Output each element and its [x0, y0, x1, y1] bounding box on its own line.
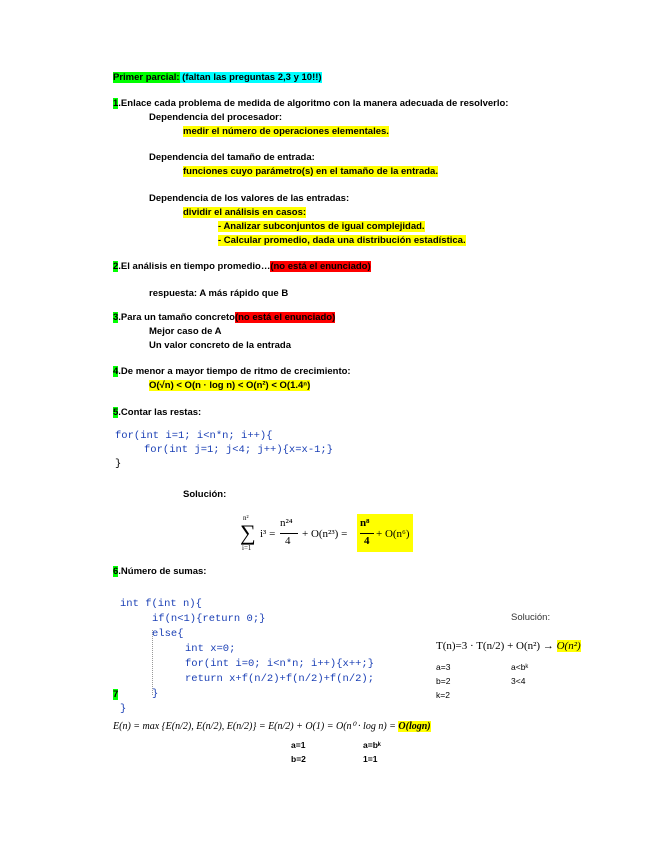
frac1-num: n²⁴ [280, 517, 293, 529]
frac2-den: 4 [364, 535, 370, 547]
q7-answer: O(logn) [398, 721, 431, 732]
frac2-bar [360, 533, 374, 534]
q3-line2: Un valor concreto de la entrada [149, 340, 292, 351]
q2-number: 2 [113, 261, 119, 272]
q2-text: .El análisis en tiempo promedio… [118, 261, 271, 272]
q4-title [113, 366, 351, 377]
q5-number: 5 [113, 407, 119, 418]
q6-recurrence [436, 640, 581, 652]
q2-flag: (no está el enunciado) [270, 261, 371, 272]
q6-code-line1: int f(int n){ [120, 598, 202, 610]
q1-c-answer: dividir el análisis en casos: [183, 207, 307, 218]
frac1-bar [280, 533, 298, 534]
q6-compare2: 3<4 [511, 676, 526, 686]
q1-text: .Enlace cada problema de medida de algoritmo con la manera adecuada de resolverlo: [118, 98, 509, 109]
q2-answer: respuesta: A más rápido que B [149, 288, 289, 299]
q6-solution-label: Solución: [511, 612, 551, 623]
q3-line1: Mejor caso de A [149, 326, 222, 337]
q1-c-sub2: - Calcular promedio, dada una distribución estadística. [218, 235, 466, 246]
q1-b-label: Dependencia del tamaño de entrada: [149, 152, 315, 163]
q6-code-line4: int x=0; [185, 643, 236, 655]
formula-tail: + O(n⁶) [376, 528, 410, 540]
q7-a: a=1 [291, 740, 306, 750]
q6-code-line5: for(int i=0; i<n*n; i++){x++;} [185, 658, 375, 670]
q5-text: .Contar las restas: [118, 407, 202, 418]
frac1-den: 4 [285, 535, 291, 547]
q7-b: b=2 [291, 754, 306, 764]
q1-number: 1 [113, 98, 119, 109]
q5-code-line1: for(int i=1; i<n*n; i++){ [115, 430, 273, 442]
q6-b: b=2 [436, 676, 451, 686]
q7-number-marker [113, 689, 118, 700]
q6-rec-answer: O(n²) [556, 640, 581, 652]
q6-k: k=2 [436, 690, 450, 700]
q7-number: 7 [113, 689, 119, 700]
q5-code-line2: for(int j=1; j<4; j++){x=x-1;} [144, 444, 334, 456]
title-part2: (faltan las preguntas 2,3 y 10!!) [179, 72, 322, 83]
q1-a-answer: medir el número de operaciones elementales. [183, 126, 389, 137]
q4-text: .De menor a mayor tiempo de ritmo de crecimiento: [118, 366, 351, 377]
q3-flag: (no está el enunciado) [234, 312, 336, 323]
q6-title [113, 566, 206, 577]
q6-a: a=3 [436, 662, 451, 672]
q6-code-line2: if(n<1){return 0;} [152, 613, 266, 625]
q5-title [113, 407, 201, 418]
q6-code-line8: } [120, 703, 127, 715]
q6-code-line3: else{ [152, 628, 184, 640]
q6-text: .Número de sumas: [118, 566, 207, 577]
frac2-num: n⁸ [360, 517, 370, 529]
formula-mid: + O(n²³) = [302, 528, 348, 540]
q4-number: 4 [113, 366, 119, 377]
q6-code-line7: } [152, 688, 159, 700]
q7-one: 1=1 [363, 754, 378, 764]
sum-body: i³ = [260, 528, 276, 540]
q7-formula-text: E(n) = max {E(n/2), E(n/2), E(n/2)} = E(n/2) + O(1) = O(n⁰ · log n) = [113, 721, 396, 732]
q1-c-sub1: - Analizar subconjuntos de igual complejidad. [218, 221, 425, 232]
q5-solution-label: Solución: [183, 489, 227, 500]
q1-title [113, 98, 508, 109]
q3-title [113, 312, 335, 323]
q1-c-label: Dependencia de los valores de las entradas: [149, 193, 350, 204]
q7-abk: a=bᵏ [363, 740, 381, 750]
q1-b-answer: funciones cuyo parámetro(s) en el tamaño de la entrada. [183, 166, 438, 177]
q4-answer: O(√n) < O(n · log n) < O(n²) < O(1.4ⁿ) [149, 380, 311, 391]
sum-sigma: ∑ [240, 520, 256, 545]
q3-number: 3 [113, 312, 119, 323]
q2-title [113, 261, 371, 272]
q1-a-label: Dependencia del procesador: [149, 112, 283, 123]
q6-number: 6 [113, 566, 119, 577]
title-part1: Primer parcial: [113, 72, 180, 83]
q7-formula [113, 721, 431, 732]
page-title [113, 72, 322, 83]
sum-lower: i=1 [242, 544, 252, 552]
q3-text: .Para un tamaño concreto [118, 312, 235, 323]
sum-upper: n² [243, 514, 249, 522]
q6-code-line6: return x+f(n/2)+f(n/2)+f(n/2); [185, 673, 375, 685]
q6-compare: a<bᵏ [511, 662, 529, 672]
q5-code-line3: } [115, 458, 122, 470]
q6-rec-text: T(n)=3 · T(n/2) + O(n²) → [436, 640, 554, 652]
